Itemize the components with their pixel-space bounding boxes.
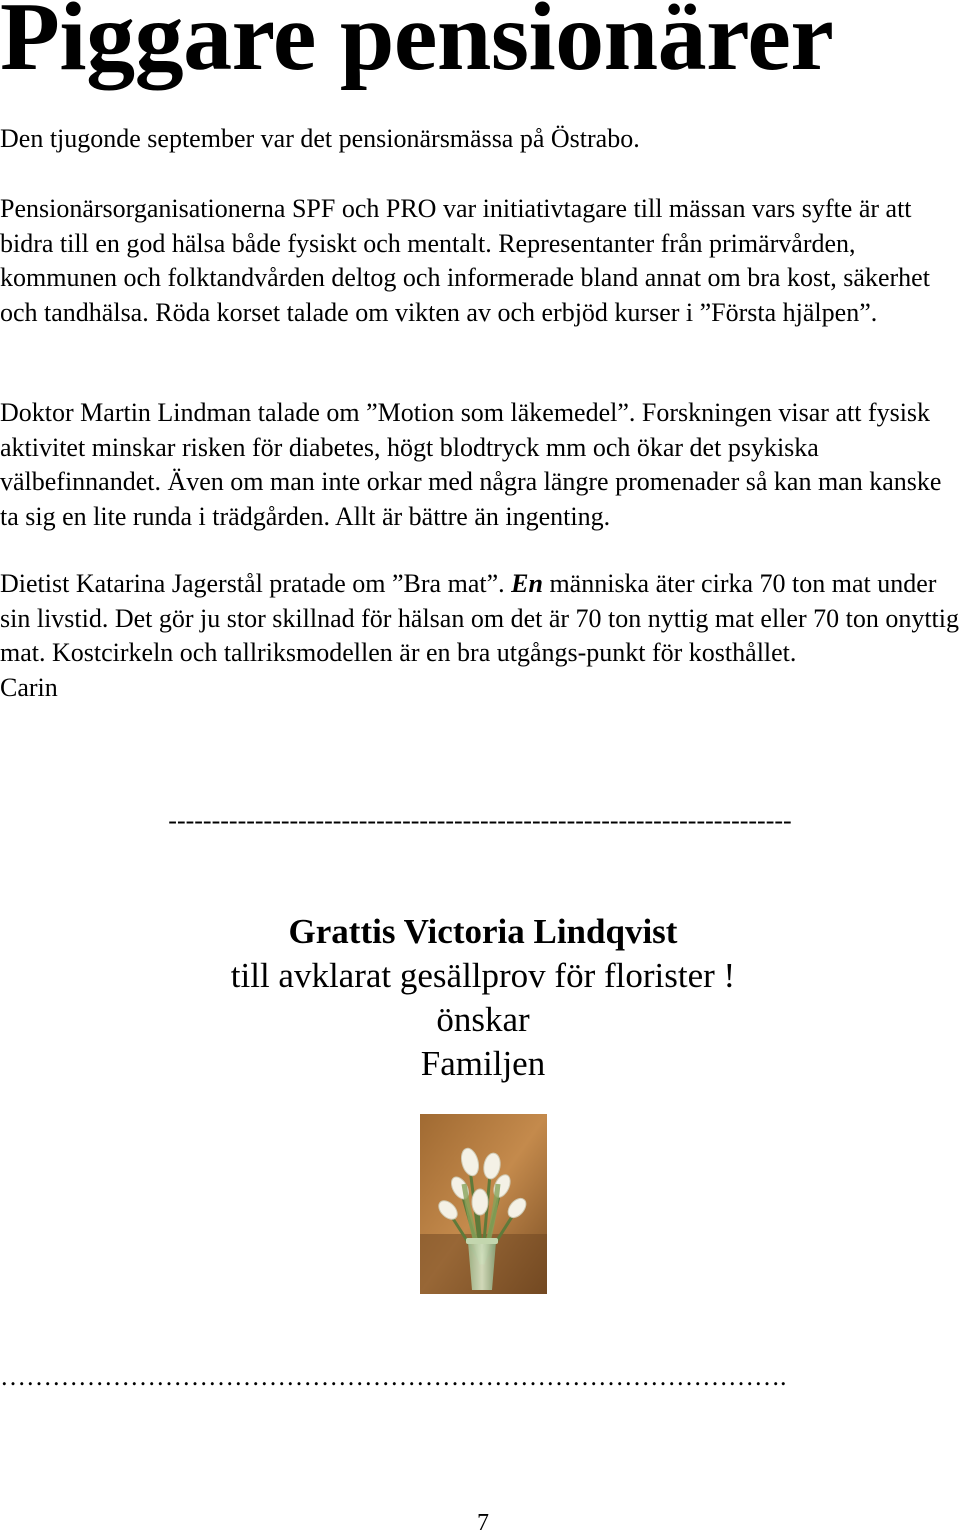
- congrats-name: Grattis Victoria Lindqvist: [288, 912, 678, 951]
- signature: Carin: [0, 672, 58, 702]
- paragraph-food: [0, 567, 960, 705]
- congratulations-block: [0, 910, 960, 1086]
- paragraph-organisations: Pensionärsorganisationerna SPF och PRO var initiativtagare till mässan vars syfte är att bidra till en god hälsa både fysiskt och mentalt. Representanter från primärvården, kommunen och folktandvården deltog och informerade bland annat om bra kost, säkerhet och tandhälsa. Röda korset talade om vikten av och erbjöd kurser i ”Första hjälpen”.: [0, 194, 930, 327]
- paragraph-motion: Doktor Martin Lindman talade om ”Motion som läkemedel”. Forskningen visar att fysisk aktivitet minskar risken för diabetes, högt blodtryck mm och ökar det psykiska välbefinnandet. Även om man inte orkar med några längre promenader så kan man kanske ta sig en lite runda i trädgården. Allt är bättre än ingenting.: [0, 398, 942, 531]
- congrats-from: Familjen: [420, 1044, 546, 1083]
- congrats-line: till avklarat gesällprov för florister !: [230, 956, 736, 995]
- congrats-wishes: önskar: [436, 1000, 530, 1039]
- flower-arrangement-photo: [420, 1114, 547, 1294]
- paragraph-food-end: människa äter cirka 70 ton mat under sin livstid. Det gör ju stor skillnad för hälsan om det är 70 ton nyttig mat eller 70 ton onyttig mat. Kostcirkeln och tallriksmodellen är en bra utgångs-punkt för kosthållet.: [0, 569, 959, 667]
- dotted-line: ……………………………………………………………………………….: [0, 1362, 787, 1391]
- page-number: 7: [477, 1510, 489, 1536]
- dashed-separator: ------------------------------------------------------------------------: [168, 806, 792, 835]
- paragraph-food-start: Dietist Katarina Jagerstål pratade om ”Bra mat”.: [0, 569, 512, 598]
- paragraph-food-emphasis: En: [511, 569, 543, 598]
- page-title: Piggare pensionärer: [0, 0, 834, 91]
- intro-paragraph: Den tjugonde september var det pensionärsmässa på Östrabo.: [0, 124, 640, 153]
